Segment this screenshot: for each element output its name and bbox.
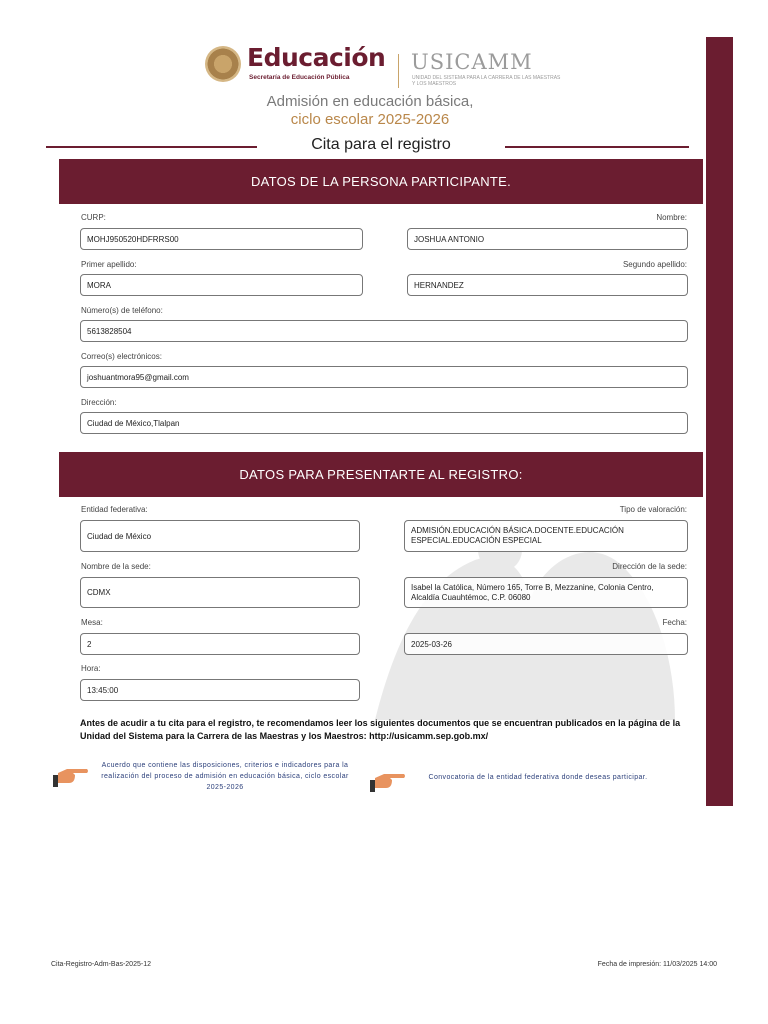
curp-field (80, 228, 363, 250)
nombre-field (407, 228, 688, 250)
sede-field (80, 577, 360, 608)
telefono-value: 5613828504 (87, 326, 132, 336)
telefono-field (80, 320, 688, 342)
correo-label: Correo(s) electrónicos: (81, 352, 162, 361)
logo-divider (398, 54, 399, 88)
fecha-field (404, 633, 688, 655)
apellido2-field (407, 274, 688, 296)
direccion-label: Dirección: (81, 398, 117, 407)
correo-value: joshuantmora95@gmail.com (87, 372, 189, 382)
entidad-value: Ciudad de México (87, 531, 152, 541)
fecha-label: Fecha: (662, 618, 687, 627)
hora-field (80, 679, 360, 701)
apellido1-field (80, 274, 363, 296)
mesa-field (80, 633, 360, 655)
cycle-subtitle: ciclo escolar 2025-2026 (290, 111, 450, 128)
tipo-label: Tipo de valoración: (619, 505, 687, 514)
nombre-label: Nombre: (656, 213, 687, 222)
apellido2-value: HERNANDEZ (414, 280, 464, 290)
pointing-hand-icon (51, 761, 89, 787)
acuerdo-link[interactable]: Acuerdo que contiene las disposiciones, criterios e indicadores para la realización del proceso de admisión en educación básica, ciclo escolar 2025-2026 (101, 762, 349, 791)
section-registration-header: DATOS PARA PRESENTARTE AL REGISTRO: (59, 452, 703, 497)
tipo-value: ADMISIÓN.EDUCACIÓN BÁSICA.DOCENTE.EDUCACIÓN ESPECIAL.EDUCACIÓN ESPECIAL (411, 526, 624, 545)
document-title: Cita para el registro (311, 136, 451, 153)
admission-subtitle: Admisión en educación básica, (266, 93, 474, 110)
hora-label: Hora: (81, 664, 101, 673)
entidad-field (80, 520, 360, 552)
curp-label: CURP: (81, 213, 106, 222)
nombre-value: JOSHUA ANTONIO (414, 234, 485, 244)
dir-sede-label: Dirección de la sede: (612, 562, 687, 571)
usicamm-logo-subtitle: UNIDAD DEL SISTEMA PARA LA CARRERA DE LAS MAESTRAS Y LOS MAESTROS (412, 75, 561, 87)
curp-value: MOHJ950520HDFRRS00 (87, 234, 179, 244)
sede-value: CDMX (87, 588, 111, 597)
apellido1-value: MORA (87, 280, 111, 290)
hora-value: 13:45:00 (87, 685, 119, 695)
entidad-label: Entidad federativa: (81, 505, 148, 514)
apellido2-label: Segundo apellido: (622, 260, 687, 269)
dir-sede-value: Isabel la Católica, Número 165, Torre B, Mezzanine, Colonia Centro, Alcaldía Cuauhtémoc, C.P. 06080 (411, 582, 654, 602)
section-participant-header: DATOS DE LA PERSONA PARTICIPANTE. (59, 159, 703, 204)
print-date: Fecha de impresión: 11/03/2025 14:00 (597, 961, 717, 968)
pointing-hand-icon (368, 766, 406, 792)
document-code: Cita-Registro-Adm-Bas-2025-12 (51, 961, 151, 968)
correo-field (80, 366, 688, 388)
education-logo-text: Educación (247, 43, 386, 72)
tipo-field (404, 520, 688, 552)
seal-icon (205, 46, 241, 82)
direccion-field (80, 412, 688, 434)
sede-label: Nombre de la sede: (81, 562, 151, 571)
fecha-value: 2025-03-26 (411, 639, 452, 649)
dir-sede-field (404, 577, 688, 608)
mesa-value: 2 (87, 639, 92, 649)
direccion-value: Ciudad de México,Tlalpan (87, 418, 180, 428)
convocatoria-link[interactable]: Convocatoria de la entidad federativa donde deseas participar. (428, 774, 648, 781)
recommendation-notice: Antes de acudir a tu cita para el registro, te recomendamos leer los siguientes documentos que se encuentran publicados en la página de la Unidad del Sistema para la Carrera de las Maestras y los Maestros: http://usicamm.sep.gob.mx/ (80, 718, 681, 741)
title-rule-right (505, 146, 689, 148)
sep-logo-subtitle: Secretaría de Educación Pública (249, 74, 350, 81)
apellido1-label: Primer apellido: (81, 260, 137, 269)
usicamm-logo-text: USICAMM (411, 50, 533, 74)
mesa-label: Mesa: (81, 618, 103, 627)
telefono-label: Número(s) de teléfono: (81, 306, 163, 315)
